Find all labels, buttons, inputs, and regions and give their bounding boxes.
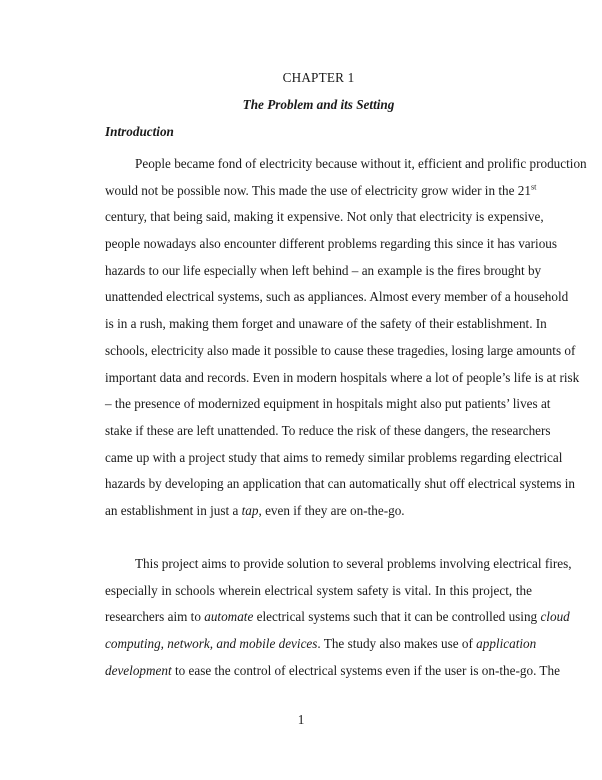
line-text: – the presence of modernized equipment in hospitals might also put patients’ lives at [105,396,551,412]
line-text: , even if they are on-the-go. [258,502,405,518]
emphasis-tap: tap [241,502,259,518]
text-line [105,445,563,472]
line-text: would not be possible now. This made the use of electricity grow wider in the 21 [105,182,531,198]
text-line [105,338,576,365]
ordinal-suffix: st [530,182,537,192]
line-text: came up with a project study that aims to remedy similar problems regarding electrical [105,449,563,465]
line-text: People became fond of electricity because without it, efficient and prolific production [135,156,587,171]
emphasis-cloud: cloud [540,609,570,625]
line-text: people nowadays also encounter different problems regarding this since it has various [105,236,558,252]
text-line [105,258,542,285]
text-line [105,284,569,311]
section-heading-introduction: Introduction [105,124,174,139]
line-text: schools, electricity also made it possible to cause these tragedies, losing large amounts of [105,342,576,358]
text-line [105,391,551,418]
text-line [105,604,570,631]
paragraph-introduction [105,151,587,525]
line-text: to ease the control of electrical systems even if the user is on-the-go. The [171,662,560,678]
emphasis-cloud-computing: computing, network, and mobile devices [105,636,318,652]
text-line [105,471,575,498]
line-text: important data and records. Even in modern hospitals where a lot of people’s life is at risk [105,369,580,385]
text-line [105,498,532,525]
text-line [105,578,532,605]
text-line [105,231,558,258]
text-line [105,365,580,392]
text-line [105,418,551,445]
emphasis-development: development [105,662,172,678]
line-text: This project aims to provide solution to several problems involving electrical fires, [135,556,572,571]
line-text: especially in schools wherein electrical system safety is vital. In this project, the [105,582,532,598]
text-line [105,204,544,231]
line-text: century, that being said, making it expensive. Not only that electricity is expensive, [105,209,544,225]
line-text: . The study also makes use of [317,636,477,652]
text-line [105,178,537,205]
text-line [105,551,572,578]
page-number: 1 [297,712,305,727]
line-text: unattended electrical systems, such as appliances. Almost every member of a household [105,289,569,305]
text-line [105,631,537,658]
emphasis-automate: automate [204,609,254,625]
text-line [105,311,547,338]
chapter-title: The Problem and its Setting [242,97,395,112]
text-line [105,151,587,178]
line-text: stake if these are left unattended. To reduce the risk of these dangers, the researchers [105,422,551,438]
line-text: is in a rush, making them forget and unaware of the safety of their establishment. In [105,316,547,332]
line-text: researchers aim to [105,609,205,625]
paragraph-project-scope [105,551,572,684]
line-text: electrical systems such that it can be controlled using [253,609,541,625]
text-line [105,658,560,685]
line-text: hazards by developing an application that can automatically shut off electrical systems in [105,476,575,492]
line-text: an establishment in just a [105,502,242,518]
emphasis-application: application [476,636,537,652]
line-text: hazards to our life especially when left behind – an example is the fires brought by [105,262,542,278]
chapter-label: CHAPTER 1 [282,70,355,85]
